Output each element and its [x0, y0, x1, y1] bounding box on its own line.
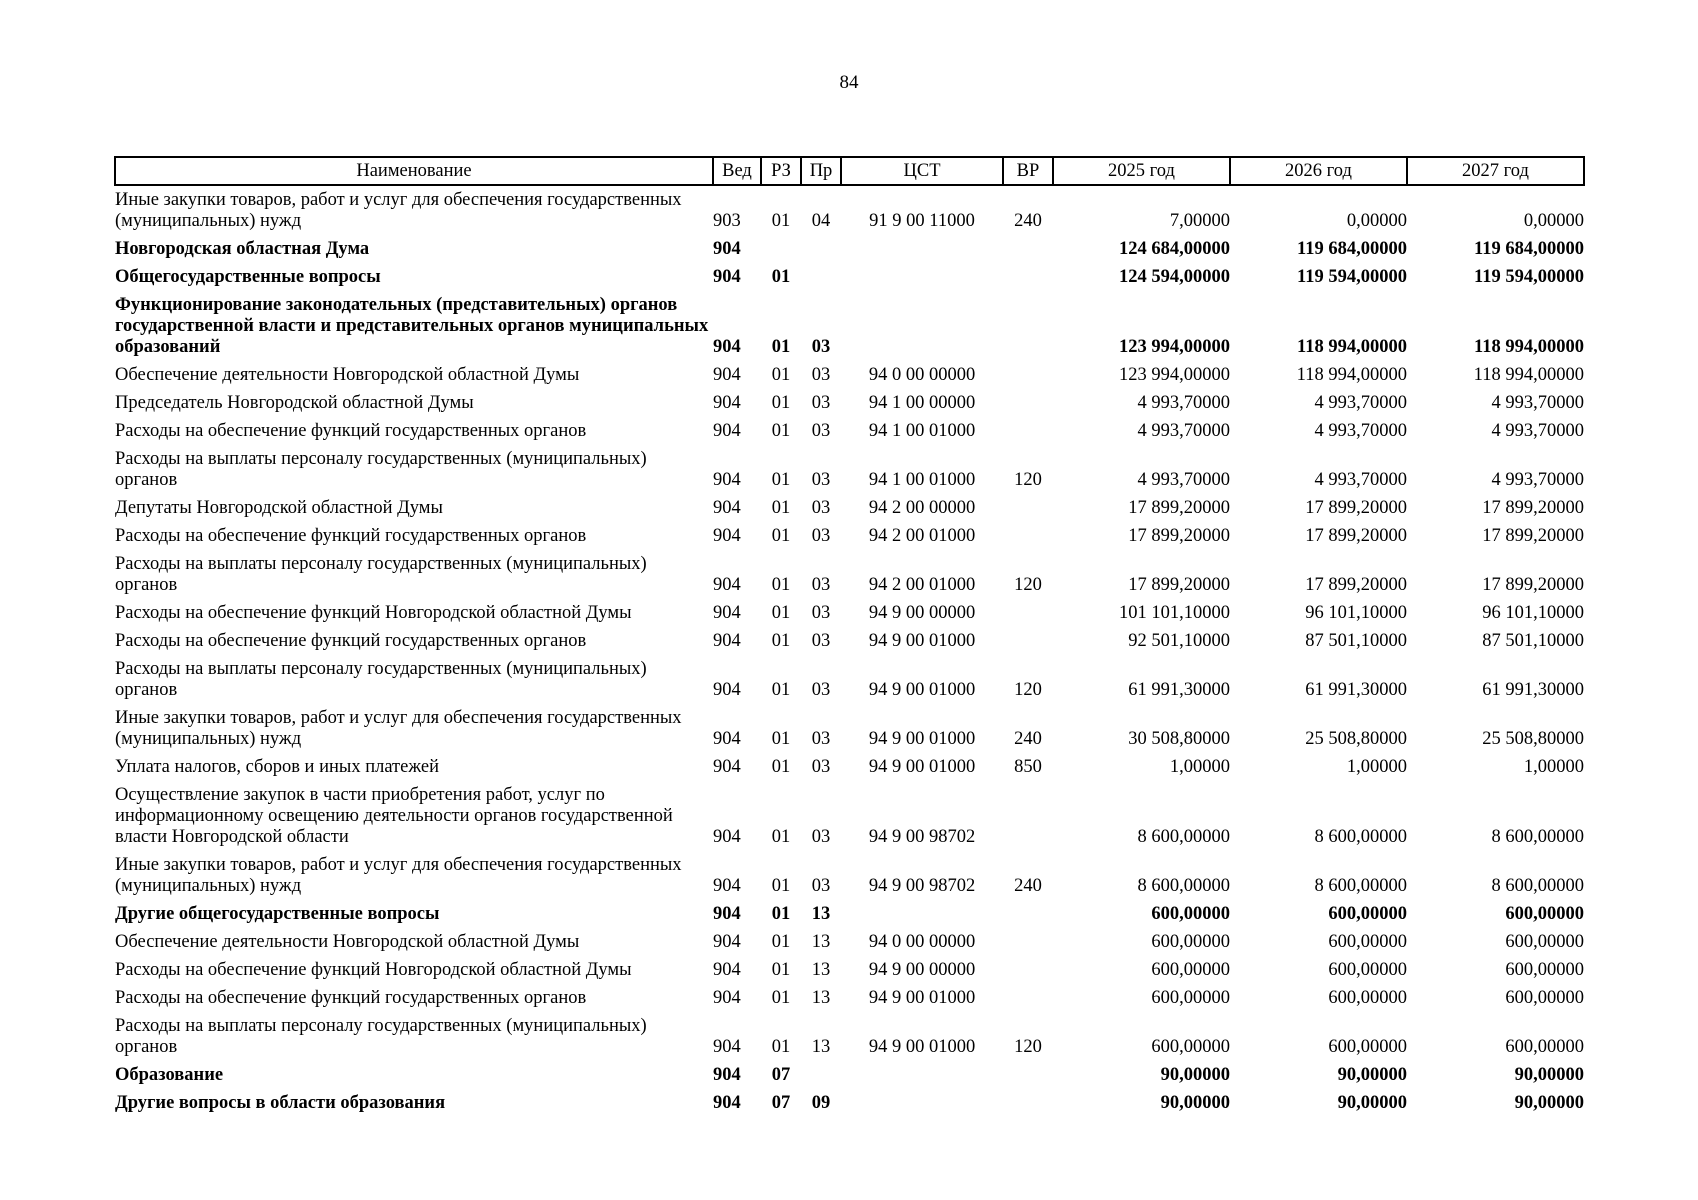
cell-rz: 01 [771, 575, 791, 595]
cell-y2025: 17 899,20000 [1128, 526, 1230, 546]
cell-rz: 01 [771, 211, 791, 231]
cell-rz: 01 [771, 988, 791, 1008]
cell-cst: 94 9 00 00000 [868, 603, 976, 623]
cell-name: Образование [115, 1065, 224, 1085]
cell-ved: 904 [713, 827, 741, 847]
table-row [115, 185, 1584, 235]
cell-y2026: 87 501,10000 [1305, 631, 1407, 651]
cell-pr: 03 [811, 729, 831, 749]
cell-y2026: 61 991,30000 [1305, 680, 1407, 700]
cell-rz: 01 [771, 470, 791, 490]
table-row [115, 291, 1584, 361]
cell-ved: 904 [713, 960, 741, 980]
cell-rz: 01 [771, 680, 791, 700]
cell-y2025: 600,00000 [1151, 988, 1230, 1008]
cell-y2027: 17 899,20000 [1482, 526, 1584, 546]
table-row [115, 417, 1584, 445]
cell-y2025: 600,00000 [1151, 960, 1230, 980]
cell-y2027: 600,00000 [1505, 960, 1584, 980]
cell-y2027: 4 993,70000 [1491, 470, 1584, 490]
cell-vr [1003, 235, 1053, 263]
table-row [115, 1012, 1584, 1061]
cell-vr [1003, 522, 1053, 550]
cell-cst: 94 9 00 00000 [868, 960, 976, 980]
cell-rz: 01 [771, 365, 791, 385]
cell-y2026: 8 600,00000 [1314, 827, 1407, 847]
cell-vr: 240 [1014, 211, 1042, 231]
cell-ved: 904 [713, 365, 741, 385]
cell-y2027: 4 993,70000 [1491, 393, 1584, 413]
table-row [115, 1089, 1584, 1117]
cell-name: Расходы на обеспечение функций Новгородской областной Думы [115, 603, 632, 623]
cell-y2025: 600,00000 [1151, 904, 1230, 924]
cell-rz: 01 [771, 960, 791, 980]
table-row [115, 550, 1584, 599]
cell-ved: 904 [713, 239, 741, 259]
cell-y2026: 17 899,20000 [1305, 526, 1407, 546]
cell-cst: 94 0 00 00000 [868, 365, 976, 385]
cell-y2025: 101 101,10000 [1119, 603, 1230, 623]
table-row [115, 599, 1584, 627]
cell-cst: 94 2 00 01000 [868, 575, 976, 595]
cell-vr [1003, 494, 1053, 522]
cell-y2026: 600,00000 [1328, 988, 1407, 1008]
cell-ved: 904 [713, 932, 741, 952]
cell-y2026: 600,00000 [1328, 932, 1407, 952]
cell-pr: 03 [811, 603, 831, 623]
cell-vr [1003, 627, 1053, 655]
cell-pr: 03 [811, 575, 831, 595]
cell-y2025: 600,00000 [1151, 1037, 1230, 1057]
header-name: Наименование [115, 157, 713, 185]
cell-pr: 03 [811, 393, 831, 413]
cell-name: Расходы на обеспечение функций государственных органов [115, 421, 587, 441]
cell-y2025: 61 991,30000 [1128, 680, 1230, 700]
cell-rz: 01 [771, 932, 791, 952]
header-2026: 2026 год [1230, 157, 1407, 185]
cell-rz: 01 [771, 267, 791, 287]
table-row [115, 928, 1584, 956]
header-rz: РЗ [761, 157, 801, 185]
cell-y2026: 90,00000 [1337, 1093, 1407, 1113]
cell-y2025: 7,00000 [1169, 211, 1230, 231]
cell-name: Расходы на обеспечение функций Новгородской областной Думы [115, 960, 632, 980]
cell-y2025: 8 600,00000 [1137, 876, 1230, 896]
cell-cst [841, 1061, 1003, 1089]
cell-pr: 13 [811, 960, 831, 980]
cell-vr [1003, 361, 1053, 389]
cell-name: Председатель Новгородской областной Думы [115, 393, 474, 413]
cell-cst: 94 9 00 01000 [868, 1037, 976, 1057]
cell-rz: 01 [771, 757, 791, 777]
table-row [115, 956, 1584, 984]
cell-pr [801, 263, 841, 291]
cell-y2025: 1,00000 [1169, 757, 1230, 777]
cell-rz: 01 [771, 393, 791, 413]
cell-y2027: 17 899,20000 [1482, 498, 1584, 518]
cell-y2026: 600,00000 [1328, 904, 1407, 924]
cell-y2026: 90,00000 [1337, 1065, 1407, 1085]
cell-cst [841, 1089, 1003, 1117]
cell-name: Расходы на выплаты персоналу государственных (муниципальных) органов [115, 1016, 647, 1057]
cell-pr: 03 [811, 421, 831, 441]
cell-pr: 03 [811, 680, 831, 700]
cell-cst: 94 9 00 98702 [868, 827, 976, 847]
cell-vr [1003, 417, 1053, 445]
cell-pr [801, 1061, 841, 1089]
cell-ved: 904 [713, 393, 741, 413]
cell-y2026: 600,00000 [1328, 960, 1407, 980]
cell-name: Обеспечение деятельности Новгородской областной Думы [115, 932, 580, 952]
cell-y2026: 96 101,10000 [1305, 603, 1407, 623]
cell-y2027: 90,00000 [1514, 1065, 1584, 1085]
cell-y2026: 17 899,20000 [1305, 575, 1407, 595]
cell-pr: 13 [811, 904, 831, 924]
cell-cst: 94 9 00 01000 [868, 631, 976, 651]
table-row [115, 389, 1584, 417]
cell-rz: 01 [771, 337, 791, 357]
header-ved: Вед [713, 157, 761, 185]
cell-name: Общегосударственные вопросы [115, 267, 381, 287]
cell-y2027: 118 994,00000 [1473, 365, 1584, 385]
cell-y2025: 90,00000 [1160, 1065, 1230, 1085]
cell-ved: 904 [713, 1037, 741, 1057]
cell-vr [1003, 984, 1053, 1012]
cell-y2026: 119 594,00000 [1297, 267, 1407, 287]
cell-name: Расходы на обеспечение функций государственных органов [115, 526, 587, 546]
cell-pr: 03 [811, 470, 831, 490]
header-2027: 2027 год [1407, 157, 1584, 185]
cell-ved: 904 [713, 1093, 741, 1113]
table-body [115, 185, 1584, 1117]
cell-cst [841, 235, 1003, 263]
cell-y2025: 123 994,00000 [1119, 365, 1230, 385]
cell-vr: 120 [1014, 680, 1042, 700]
cell-y2027: 600,00000 [1505, 988, 1584, 1008]
cell-y2027: 119 684,00000 [1474, 239, 1584, 259]
cell-y2027: 25 508,80000 [1482, 729, 1584, 749]
header-cst: ЦСТ [841, 157, 1003, 185]
cell-ved: 904 [713, 904, 741, 924]
cell-vr: 240 [1014, 729, 1042, 749]
table-row [115, 781, 1584, 851]
cell-cst: 94 1 00 01000 [868, 470, 976, 490]
cell-y2025: 90,00000 [1160, 1093, 1230, 1113]
cell-y2026: 17 899,20000 [1305, 498, 1407, 518]
cell-y2027: 4 993,70000 [1491, 421, 1584, 441]
table-header-row [115, 157, 1584, 185]
cell-vr: 120 [1014, 575, 1042, 595]
cell-y2026: 1,00000 [1346, 757, 1407, 777]
cell-y2027: 61 991,30000 [1482, 680, 1584, 700]
cell-y2025: 4 993,70000 [1137, 393, 1230, 413]
cell-ved: 904 [713, 603, 741, 623]
cell-pr: 13 [811, 932, 831, 952]
cell-name: Другие общегосударственные вопросы [115, 904, 440, 924]
cell-y2027: 600,00000 [1505, 1037, 1584, 1057]
cell-vr [1003, 956, 1053, 984]
cell-y2025: 4 993,70000 [1137, 421, 1230, 441]
cell-vr: 120 [1014, 1037, 1042, 1057]
cell-cst: 94 9 00 98702 [868, 876, 976, 896]
cell-vr: 240 [1014, 876, 1042, 896]
cell-ved: 904 [713, 498, 741, 518]
cell-vr [1003, 1089, 1053, 1117]
cell-y2027: 90,00000 [1514, 1093, 1584, 1113]
table-row [115, 522, 1584, 550]
cell-y2026: 4 993,70000 [1314, 421, 1407, 441]
table-row [115, 361, 1584, 389]
cell-cst: 94 0 00 00000 [868, 932, 976, 952]
cell-y2027: 600,00000 [1505, 904, 1584, 924]
cell-rz: 01 [771, 421, 791, 441]
cell-pr: 09 [811, 1093, 831, 1113]
cell-pr: 03 [811, 526, 831, 546]
cell-name: Расходы на обеспечение функций государственных органов [115, 988, 587, 1008]
cell-pr: 03 [811, 365, 831, 385]
cell-ved: 904 [713, 876, 741, 896]
cell-y2026: 4 993,70000 [1314, 470, 1407, 490]
cell-ved: 904 [713, 267, 741, 287]
cell-name: Иные закупки товаров, работ и услуг для обеспечения государственных (муниципальных) нужд [115, 855, 682, 896]
cell-rz: 01 [771, 1037, 791, 1057]
cell-vr: 120 [1014, 470, 1042, 490]
table-row [115, 494, 1584, 522]
cell-ved: 904 [713, 470, 741, 490]
cell-y2026: 8 600,00000 [1314, 876, 1407, 896]
cell-ved: 904 [713, 526, 741, 546]
header-2025: 2025 год [1053, 157, 1230, 185]
cell-y2027: 118 994,00000 [1474, 337, 1584, 357]
cell-name: Расходы на обеспечение функций государственных органов [115, 631, 587, 651]
cell-y2027: 1,00000 [1523, 757, 1584, 777]
cell-y2026: 119 684,00000 [1297, 239, 1407, 259]
cell-pr: 13 [811, 988, 831, 1008]
cell-cst: 94 1 00 00000 [868, 393, 976, 413]
cell-y2026: 600,00000 [1328, 1037, 1407, 1057]
cell-rz: 07 [771, 1065, 791, 1085]
table-row [115, 704, 1584, 753]
cell-name: Другие вопросы в области образования [115, 1093, 446, 1113]
table-row [115, 263, 1584, 291]
cell-pr: 03 [811, 827, 831, 847]
cell-ved: 904 [713, 337, 741, 357]
cell-name: Расходы на выплаты персоналу государственных (муниципальных) органов [115, 449, 647, 490]
cell-y2027: 600,00000 [1505, 932, 1584, 952]
cell-y2025: 17 899,20000 [1128, 498, 1230, 518]
cell-cst: 94 9 00 01000 [868, 729, 976, 749]
cell-y2026: 0,00000 [1346, 211, 1407, 231]
cell-y2025: 4 993,70000 [1137, 470, 1230, 490]
cell-y2027: 96 101,10000 [1482, 603, 1584, 623]
cell-rz: 01 [771, 603, 791, 623]
header-vr: ВР [1003, 157, 1053, 185]
cell-name: Расходы на выплаты персоналу государственных (муниципальных) органов [115, 659, 647, 700]
cell-name: Функционирование законодательных (представительных) органов государственной власти и представительных органов муниципальных образований [115, 295, 709, 357]
cell-ved: 904 [713, 421, 741, 441]
cell-pr: 04 [811, 211, 831, 231]
cell-ved: 904 [713, 680, 741, 700]
cell-y2026: 25 508,80000 [1305, 729, 1407, 749]
cell-ved: 904 [713, 575, 741, 595]
table-row [115, 753, 1584, 781]
header-pr: Пр [801, 157, 841, 185]
cell-y2025: 17 899,20000 [1128, 575, 1230, 595]
cell-vr [1003, 389, 1053, 417]
table-row [115, 445, 1584, 494]
cell-cst [841, 263, 1003, 291]
cell-y2027: 119 594,00000 [1474, 267, 1584, 287]
cell-pr: 03 [811, 337, 831, 357]
cell-vr [1003, 900, 1053, 928]
cell-y2026: 118 994,00000 [1296, 365, 1407, 385]
cell-vr: 850 [1014, 757, 1042, 777]
cell-vr [1003, 928, 1053, 956]
cell-cst: 94 2 00 01000 [868, 526, 976, 546]
cell-y2025: 30 508,80000 [1128, 729, 1230, 749]
cell-name: Иные закупки товаров, работ и услуг для обеспечения государственных (муниципальных) нужд [115, 190, 682, 231]
page-number: 84 [839, 72, 859, 93]
cell-ved: 904 [713, 988, 741, 1008]
cell-name: Иные закупки товаров, работ и услуг для обеспечения государственных (муниципальных) нужд [115, 708, 682, 749]
cell-rz: 01 [771, 526, 791, 546]
cell-y2025: 123 994,00000 [1119, 337, 1230, 357]
cell-pr: 03 [811, 631, 831, 651]
cell-pr: 03 [811, 876, 831, 896]
cell-vr [1003, 1061, 1053, 1089]
cell-y2025: 124 594,00000 [1119, 267, 1230, 287]
cell-y2027: 8 600,00000 [1491, 876, 1584, 896]
table-row [115, 851, 1584, 900]
cell-pr: 03 [811, 757, 831, 777]
cell-vr [1003, 781, 1053, 851]
cell-cst [841, 900, 1003, 928]
cell-y2026: 4 993,70000 [1314, 393, 1407, 413]
cell-y2025: 124 684,00000 [1119, 239, 1230, 259]
cell-name: Осуществление закупок в части приобретения работ, услуг по информационному освещению деятельности органов государственной власти Новгородской области [115, 785, 673, 847]
cell-ved: 904 [713, 1065, 741, 1085]
cell-ved: 903 [713, 211, 741, 231]
cell-y2025: 8 600,00000 [1137, 827, 1230, 847]
cell-rz: 01 [771, 631, 791, 651]
cell-cst: 94 9 00 01000 [868, 680, 976, 700]
cell-name: Уплата налогов, сборов и иных платежей [115, 757, 440, 777]
cell-vr [1003, 263, 1053, 291]
table-row [115, 655, 1584, 704]
cell-cst: 91 9 00 11000 [869, 211, 975, 231]
table-row [115, 627, 1584, 655]
cell-cst: 94 9 00 01000 [868, 988, 976, 1008]
cell-name: Расходы на выплаты персоналу государственных (муниципальных) органов [115, 554, 647, 595]
cell-rz: 07 [771, 1093, 791, 1113]
table-row [115, 900, 1584, 928]
cell-ved: 904 [713, 729, 741, 749]
budget-table [114, 156, 1585, 1117]
cell-y2027: 0,00000 [1523, 211, 1584, 231]
cell-y2027: 8 600,00000 [1491, 827, 1584, 847]
cell-rz: 01 [771, 498, 791, 518]
cell-cst [841, 291, 1003, 361]
cell-cst: 94 2 00 00000 [868, 498, 976, 518]
cell-vr [1003, 291, 1053, 361]
cell-y2026: 118 994,00000 [1297, 337, 1407, 357]
cell-rz: 01 [771, 904, 791, 924]
table-row [115, 235, 1584, 263]
cell-y2027: 87 501,10000 [1482, 631, 1584, 651]
cell-ved: 904 [713, 757, 741, 777]
cell-y2027: 17 899,20000 [1482, 575, 1584, 595]
cell-rz: 01 [771, 729, 791, 749]
cell-rz [761, 235, 801, 263]
cell-rz: 01 [771, 876, 791, 896]
cell-ved: 904 [713, 631, 741, 651]
cell-y2025: 600,00000 [1151, 932, 1230, 952]
cell-name: Новгородская областная Дума [115, 239, 370, 259]
cell-vr [1003, 599, 1053, 627]
cell-cst: 94 9 00 01000 [868, 757, 976, 777]
cell-pr [801, 235, 841, 263]
table-row [115, 984, 1584, 1012]
table-row [115, 1061, 1584, 1089]
cell-y2025: 92 501,10000 [1128, 631, 1230, 651]
cell-pr: 13 [811, 1037, 831, 1057]
cell-cst: 94 1 00 01000 [868, 421, 976, 441]
cell-rz: 01 [771, 827, 791, 847]
cell-name: Обеспечение деятельности Новгородской областной Думы [115, 365, 580, 385]
cell-name: Депутаты Новгородской областной Думы [115, 498, 443, 518]
cell-pr: 03 [811, 498, 831, 518]
